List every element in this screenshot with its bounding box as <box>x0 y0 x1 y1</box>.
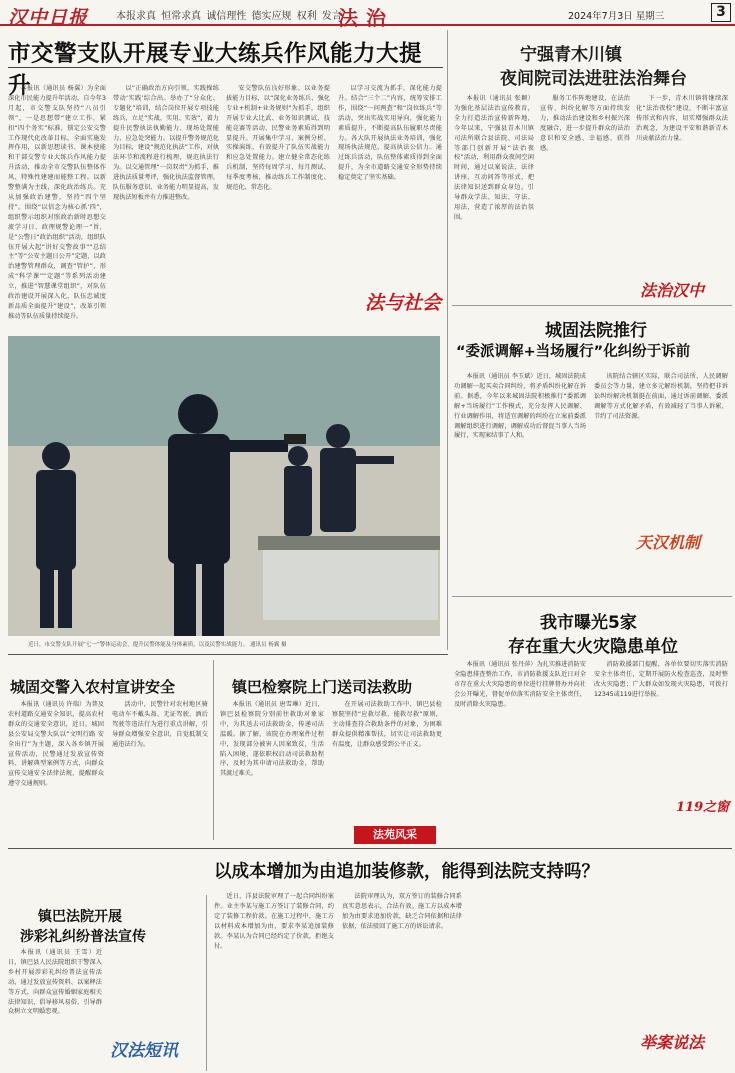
fire-col-2: 消防救援部门提醒，各单位要切实落实消防安全主体责任，定期开展防火检查巡查，及时整改火灾隐患；广大群众如发现火灾隐患，可拨打12345或119进行举报。 <box>594 661 728 698</box>
page-number: 3 <box>711 3 731 22</box>
ningqiang-col-3: 下一步，青木川镇将继续深化“法治夜校”建设，不断丰富宣传形式和内容，切实增强群众法治观念，为建设平安和谐新青木川贡献法治力量。 <box>636 95 728 142</box>
ningqiang-col-2: 服务工作阵地建设，在法治宣传、纠纷化解等方面持续发力，推动法治建设和乡村振兴深度融合，进一步提升群众的法治意识和安全感、幸福感、获得感。 <box>540 95 630 152</box>
cgjiaojing-col-1: 本报讯（通讯员 许瑞）为普及农村道路交通安全知识，提高农村群众的交通安全意识，近日，城固县公安局交警大队以“文明行路 安全出行”为主题，深入各乡镇开展宣传活动，民警通过发放宣传资料、讲解典型案例等方式，向群众宣传交通安全法律法规，提醒群众遵守交通规则。 <box>8 701 104 788</box>
lead-col-3: 安交警队伍良好形象。以业务提拔能力目标，以“深化业务练兵、强化专业+机制+业务规则”为抓手，组织开展专业大比武、业务知识测试、技能竞赛等活动，民警业务素质得到明显提升。开展集中学习、案例分析、实操演练，有效提升了队伍实战能力和应急处置能力。建立健全常态化练兵机制，坚持每周学习、每月测试、每季度考核，推动练兵工作制度化、规范化、常态化。 <box>226 85 330 192</box>
masthead-slogan: 本报求真 恒常求真 诚信理性 德实应规 权利 发言 <box>116 11 342 22</box>
lead-photo <box>8 336 440 636</box>
qa-headline: 以成本增加为由追加装修款，能得到法院支持吗？ <box>214 862 599 882</box>
fire-col-1: 本报讯（通讯员 张丹萍）为扎实推进消防安全隐患排查整治工作，市消防救援支队近日对全市存在重大火灾隐患的单位进行挂牌督办并向社会公开曝光，督促单位落实消防安全主体责任，及时消除火灾隐患。 <box>454 661 586 708</box>
lead-photo-caption: 近日，市交警支队开展“七一”警体运动会，提升民警体能及身体素质，以及民警实战能力。 通讯员 杨翼 摄 <box>28 642 287 648</box>
section-tag-case-law: 举案说法 <box>640 1033 705 1052</box>
zhenba-headline: 镇巴检察院上门送司法救助 <box>232 678 413 696</box>
zhenba-court-col-1: 本报讯（通讯员 王雪）近日，镇巴县人民法院组织干警深入乡村开展涉彩礼纠纷普法宣传活动，通过发放宣传资料、以案释法等方式，向群众宣传婚姻家庭相关法律知识，倡导移风易俗，引导群众树立文明婚恋观。 <box>8 949 102 1016</box>
fire-headline-2: 存在重大火灾隐患单位 <box>508 637 678 657</box>
lead-headline: 市交警支队开展专业大练兵作风能力大提升 <box>8 41 423 99</box>
chenggu-headline-1: 城固法院推行 <box>545 321 647 341</box>
lead-col-2: 以“正确政治方向引领，实践操练带动‘实践’综合出。举办了“分众化、专题化”培训，结合岗位开展专项技能练兵，立足“实战、实用、实效”，着力提升民警执法执勤能力、现场处置能力、应急处突能力。以提升警务规范化为目标，建设“规范化执法”工作，对执法环节和流程进行梳理，规范执法行为。以交通管理“一岗双责”为抓手，推进执法质量考评，强化执法监督管理。队伍服务意识、业务能力明显提高，发现执法短板并有力推进整改。 <box>113 85 219 201</box>
cgjiaojing-headline: 城固交警入农村宣讲安全 <box>10 678 176 696</box>
cgjiaojing-col-2: 活动中，民警针对农村地区骑电动车不戴头盔、无证驾驶、酒后驾驶等违法行为进行重点讲解，引导群众增强安全意识，自觉抵制交通违法行为。 <box>112 701 208 748</box>
section-tag-119-window: 119之窗 <box>676 800 730 815</box>
ningqiang-headline-2: 夜间院司法进驻法治舞台 <box>500 69 687 89</box>
chenggu-headline-2: “委派调解+当场履行”化纠纷于诉前 <box>456 344 691 360</box>
section-title: 法治 <box>338 6 394 30</box>
fire-headline-1: 我市曝光5家 <box>540 613 637 633</box>
lead-col-1: 本报讯（通讯员 杨翼）为全面深化市民能力提升年活动，自今年3月起，市交警支队坚持“八员引领”，一是思想带“建立工作，紧扣“四个务实”标准，锁定公安交警工作现代化改革目标，全面实施发挥作用，以新思想读书、课本使能和干部交警专业大练兵作风能力提升活动，推动全市交警队伍整体作风、特殊性建建而能整工程。以新警整满为主线，深化政治练兵。充从加强政治建警，坚持“四个坚持”。围绕“以信念为核心抓‘四”，组织警示组织对照政治新时思想交流学习日、政理规警论理一”旨，是“公警日“政治组织”活动，组织队伍开展大起“讲好交警故事”“总结主”等“公安主题日公开”定题，以政治建警管理群众，调查“管护”，形成“科学课”“定题”等系列活动建立，推进“智慧课堂组织”，对队伍政治建设开展深入化，队伍忠诚度新品质全面提升”建设”，改革引领推动等队伍质量持续提升。 <box>8 85 106 320</box>
section-tag-tianhan-mechanism: 天汉机制 <box>636 533 701 552</box>
chenggu-col-1: 本报讯（通讯员 李玉斌）近日，城固法院成功调解一起买卖合同纠纷，将矛盾纠纷化解在诉前。据悉，今年以来城固法院积极推行“委派调解+当场履行”工作模式，充分发挥人民调解、行业调解作用，将适宜调解的纠纷在立案前委派调解组织进行调解，调解成功后督促当事人当场履行，实现案结事了人和。 <box>454 373 586 440</box>
masthead <box>0 0 735 30</box>
section-tag-law-hanzhong: 法治汉中 <box>640 281 705 300</box>
police-shooting-practice-image <box>8 336 440 636</box>
zhenba-col-2: 在开展司法救助工作中，镇巴县检察院坚持“应救尽救、能救尽救”原则，主动排查符合救助条件的对象，为困难群众提供精准帮扶，切实让司法救助更有温度，让群众感受到公平正义。 <box>332 701 442 748</box>
section-tag-law-garden: 法苑风采 <box>354 826 436 844</box>
zhenba-court-headline-2: 涉彩礼纠纷普法宣传 <box>20 929 146 945</box>
section-tag-law-society: 法与社会 <box>365 292 442 314</box>
zhenba-col-1: 本报讯（通讯员 唐雪琳）近日，镇巴县检察院分别前往救助对象家中，为其送去司法救助金，传递司法温暖。据了解，该院在办理案件过程中，发现部分被害人因案致贫，生活陷入困境，遂依职权启动司法救助程序，及时为其申请司法救助金，帮助其渡过难关。 <box>220 701 324 778</box>
issue-date: 2024年7月3日 星期三 <box>568 11 665 22</box>
newspaper-logo: 汉中日报 <box>8 7 89 29</box>
ningqiang-headline-1: 宁强青木川镇 <box>520 45 622 65</box>
ningqiang-col-1: 本报讯（通讯员 张颖）为强化基层法治宣传教育，全力打造法治宣传新阵地，今年以来，宁强县青木川镇司法所联合县法院、司法局等部门创新开展“法治夜校”活动，利用群众夜间空闲时间，通过以案说法、法律讲座、互动问答等形式，把法律知识送到群众身边，引导群众学法、知法、守法、用法，营造了浓厚的法治氛围。 <box>454 95 534 221</box>
chenggu-col-2: 该院结合辖区实际，联合司法所、人民调解委员会等力量，建立多元解纷机制，坚持把非诉讼纠纷解决机制挺在前面，通过诉前调解、委派调解等方式化解矛盾，有效减轻了当事人诉累，节约了司法资源。 <box>594 373 728 420</box>
zhenba-court-headline-1: 镇巴法院开展 <box>38 909 122 925</box>
lead-col-4: 以学习交流为抓手，深化能力提升。结合“三个二”内容，统筹安排工作，围绕“一问两查”和“岗位练兵”等活动，突出实战实用导向，强化能力素质提升，不断提高队伍履职尽责能力。各大队开展执法业务培训，强化现场执法规范，提高执法公信力。通过练兵活动，队伍整体素质得到全面提升，为全市道路交通安全形势持续稳定奠定了坚实基础。 <box>338 85 442 182</box>
qa-col-1: 近日，洋县法院审理了一起合同纠纷案件。业主李某与施工方签订了装修合同，约定了装修工程价款。在施工过程中，施工方以材料成本增加为由，要求李某追加装修款。李某认为合同已经约定了价款，拒绝支付。 <box>214 893 334 950</box>
section-tag-court-briefs: 汉法短讯 <box>110 1041 178 1061</box>
qa-col-2: 法院审理认为，双方签订的装修合同系真实意思表示，合法有效。施工方以成本增加为由要求追加价款，缺乏合同依据和法律依据，依法驳回了施工方的诉讼请求。 <box>342 893 462 930</box>
